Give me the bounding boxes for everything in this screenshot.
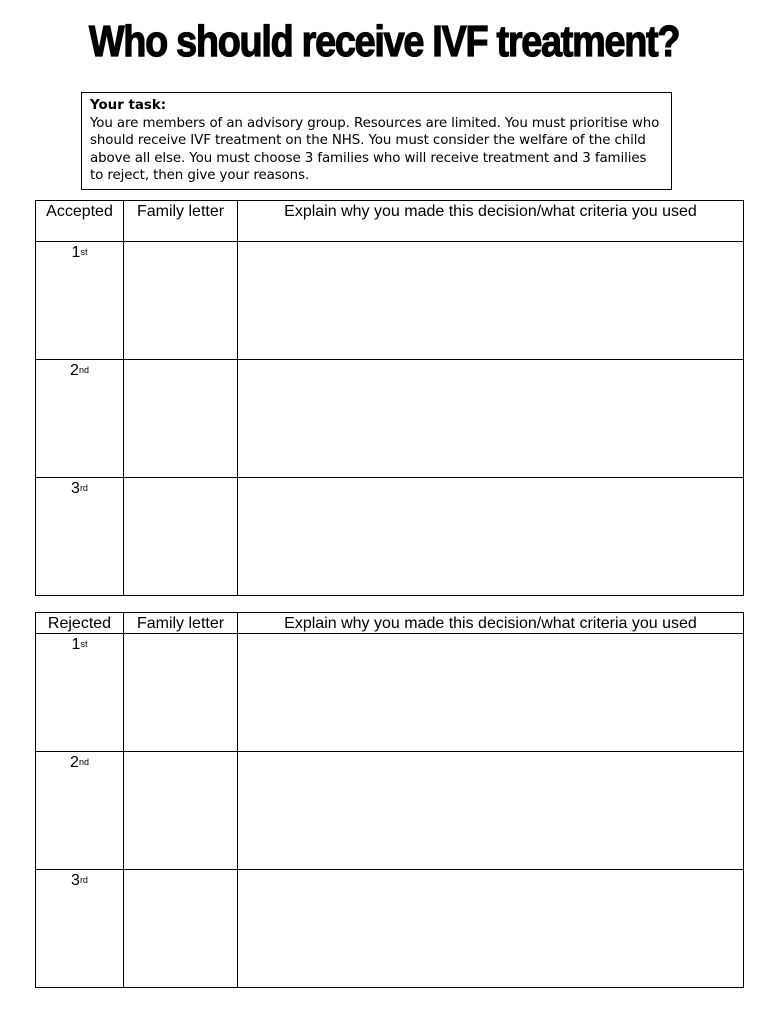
family-letter-cell[interactable] [124, 360, 238, 478]
rank-cell [36, 634, 124, 752]
rank-cell [36, 478, 124, 596]
rank-suffix: st [80, 639, 88, 649]
rank-number: 3 [71, 872, 80, 889]
rank-suffix: rd [79, 483, 88, 493]
rejected-row-2 [36, 752, 744, 870]
rank-suffix: rd [79, 875, 88, 885]
rank-suffix: st [80, 247, 88, 257]
family-letter-cell[interactable] [124, 870, 238, 988]
family-letter-header: Family letter [124, 613, 238, 634]
accepted-row-2 [36, 360, 744, 478]
explanation-header: Explain why you made this decision/what criteria you used [238, 201, 744, 242]
explanation-cell[interactable] [238, 870, 744, 988]
rank-cell [36, 752, 124, 870]
page-title: Who should receive IVF treatment? [88, 17, 680, 66]
explanation-cell[interactable] [238, 242, 744, 360]
accepted-header: Accepted [36, 201, 124, 242]
rejected-table [35, 612, 744, 988]
task-body: You are members of an advisory group. Resources are limited. You must prioritise who should receive IVF treatment on the NHS. You must consider the welfare of the child above all else. You must choose 3 families who will receive treatment and 3 families to reject, then give your reasons. [90, 115, 660, 184]
explanation-header: Explain why you made this decision/what criteria you used [238, 613, 744, 634]
rejected-row-3 [36, 870, 744, 988]
task-heading: Your task: [90, 98, 167, 113]
task-box [81, 92, 672, 190]
explanation-cell[interactable] [238, 634, 744, 752]
rank-number: 1 [71, 636, 81, 653]
rejected-header: Rejected [36, 613, 124, 634]
family-letter-cell[interactable] [124, 634, 238, 752]
accepted-row-1 [36, 242, 744, 360]
rejected-header-row [36, 613, 744, 634]
accepted-row-3 [36, 478, 744, 596]
explanation-cell[interactable] [238, 752, 744, 870]
rank-suffix: nd [78, 757, 89, 767]
rank-number: 3 [71, 480, 80, 497]
accepted-table [35, 200, 744, 596]
rank-cell [36, 360, 124, 478]
accepted-header-row [36, 201, 744, 242]
family-letter-cell[interactable] [124, 752, 238, 870]
family-letter-cell[interactable] [124, 478, 238, 596]
explanation-cell[interactable] [238, 478, 744, 596]
rejected-row-1 [36, 634, 744, 752]
rank-cell [36, 242, 124, 360]
rank-cell [36, 870, 124, 988]
explanation-cell[interactable] [238, 360, 744, 478]
family-letter-header: Family letter [124, 201, 238, 242]
rank-suffix: nd [78, 365, 89, 375]
rank-number: 2 [70, 362, 79, 379]
rank-number: 2 [70, 754, 79, 771]
rank-number: 1 [71, 244, 81, 261]
family-letter-cell[interactable] [124, 242, 238, 360]
